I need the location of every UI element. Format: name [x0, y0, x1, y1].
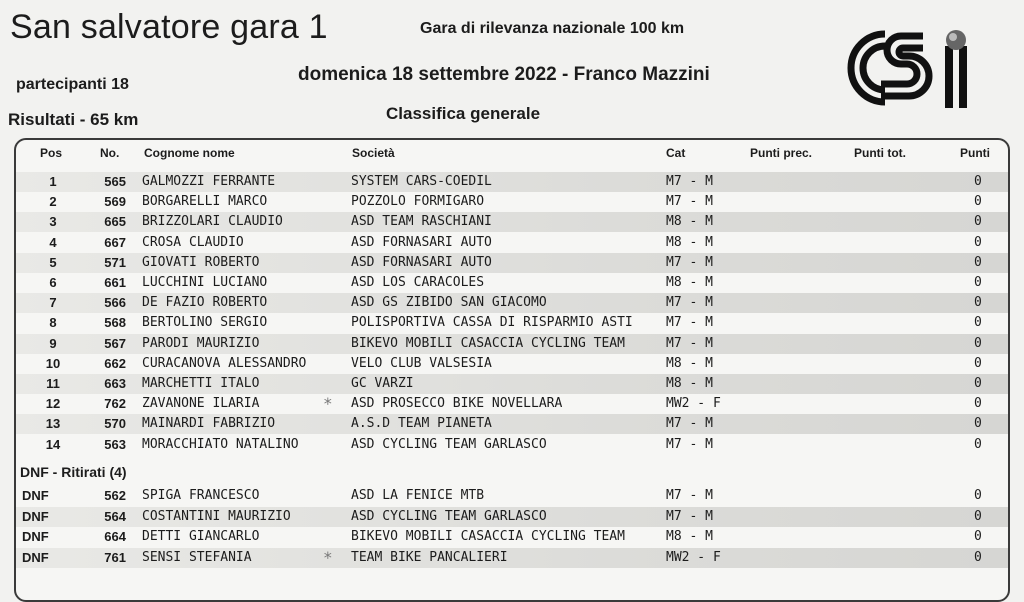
- dnf-title: DNF - Ritirati (4): [20, 464, 127, 480]
- row-points: 0: [974, 529, 982, 544]
- row-position: 10: [45, 355, 61, 371]
- row-team: ASD LOS CARACOLES: [351, 275, 485, 290]
- row-athlete-name: CURACANOVA ALESSANDRO: [142, 355, 307, 371]
- row-bib-number: 569: [104, 194, 126, 210]
- row-team: ASD FORNASARI AUTO: [351, 254, 492, 270]
- row-team: ASD FORNASARI AUTO: [351, 234, 492, 250]
- table-row: [16, 527, 1008, 547]
- col-punti-tot-header: Punti tot.: [854, 146, 906, 160]
- row-points: 0: [974, 508, 982, 524]
- row-category: M8 - M: [666, 376, 713, 391]
- row-bib-number: 661: [104, 275, 126, 290]
- row-bib-number: 571: [104, 254, 126, 270]
- row-athlete-name: MORACCHIATO NATALINO: [142, 436, 299, 452]
- col-cat-header: Cat: [666, 146, 686, 160]
- race-subtitle: Gara di rilevanza nazionale 100 km: [420, 20, 685, 37]
- row-bib-number: 761: [104, 549, 126, 565]
- col-societa-header: Società: [352, 146, 395, 160]
- row-points: 0: [974, 275, 982, 290]
- row-bib-number: 667: [104, 234, 126, 250]
- row-team: ASD TEAM RASCHIANI: [351, 214, 492, 230]
- row-team: ASD LA FENICE MTB: [351, 488, 485, 503]
- row-bib-number: 566: [104, 295, 126, 311]
- row-bib-number: 662: [104, 355, 126, 371]
- row-points: 0: [974, 234, 982, 250]
- row-bib-number: 562: [104, 488, 126, 503]
- row-category: MW2 - F: [666, 549, 721, 565]
- event-date: domenica 18 settembre 2022 - Franco Mazzini: [298, 64, 710, 85]
- row-points: 0: [974, 549, 982, 565]
- row-position: 8: [49, 315, 57, 331]
- row-athlete-name: BORGARELLI MARCO: [142, 194, 268, 210]
- col-punti-header: Punti: [960, 146, 990, 160]
- results-distance: Risultati - 65 km: [8, 110, 139, 129]
- table-row: [16, 394, 1008, 414]
- row-points: 0: [974, 355, 982, 371]
- row-position: 3: [49, 214, 57, 230]
- row-bib-number: 665: [104, 214, 126, 230]
- row-points: 0: [974, 488, 982, 503]
- row-team: ASD CYCLING TEAM GARLASCO: [351, 508, 547, 524]
- row-category: M8 - M: [666, 275, 713, 290]
- row-position: DNF: [22, 508, 49, 524]
- row-points: 0: [974, 376, 982, 391]
- row-athlete-name: MAINARDI FABRIZIO: [142, 416, 276, 432]
- row-athlete-name: LUCCHINI LUCIANO: [142, 275, 268, 290]
- row-athlete-name: GALMOZZI FERRANTE: [142, 174, 276, 189]
- row-athlete-name: BRIZZOLARI CLAUDIO: [142, 214, 283, 230]
- row-points: 0: [974, 174, 982, 189]
- row-team: A.S.D TEAM PIANETA: [351, 416, 492, 432]
- csi-logo-icon: [845, 26, 975, 112]
- row-position: 5: [49, 254, 57, 270]
- row-team: BIKEVO MOBILI CASACCIA CYCLING TEAM: [351, 335, 625, 351]
- row-points: 0: [974, 295, 982, 311]
- row-category: M8 - M: [666, 214, 713, 230]
- row-bib-number: 568: [104, 315, 126, 331]
- row-athlete-name: PARODI MAURIZIO: [142, 335, 260, 351]
- row-category: MW2 - F: [666, 396, 721, 412]
- row-female-marker: *: [323, 394, 333, 414]
- col-punti-prec-header: Punti prec.: [750, 146, 813, 160]
- table-row: [16, 486, 1008, 506]
- row-athlete-name: DETTI GIANCARLO: [142, 529, 260, 544]
- row-athlete-name: ZAVANONE ILARIA: [142, 396, 260, 412]
- row-position: 2: [49, 194, 57, 210]
- row-points: 0: [974, 254, 982, 270]
- row-points: 0: [974, 315, 982, 331]
- ranking-title: Classifica generale: [386, 104, 541, 123]
- row-category: M7 - M: [666, 488, 713, 503]
- table-row: [16, 334, 1008, 354]
- row-points: 0: [974, 436, 982, 452]
- table-row: [16, 414, 1008, 434]
- row-female-marker: *: [323, 547, 333, 567]
- row-team: POLISPORTIVA CASSA DI RISPARMIO ASTI: [351, 315, 633, 331]
- row-position: 11: [46, 376, 60, 391]
- row-position: 6: [49, 275, 57, 290]
- col-pos-header: Pos: [40, 146, 63, 160]
- row-bib-number: 567: [104, 335, 126, 351]
- row-category: M7 - M: [666, 335, 713, 351]
- row-team: VELO CLUB VALSESIA: [351, 355, 492, 371]
- row-team: POZZOLO FORMIGARO: [351, 194, 485, 210]
- table-row: [16, 293, 1008, 313]
- table-row: [16, 374, 1008, 394]
- results-table: [14, 138, 1010, 602]
- row-team: TEAM BIKE PANCALIERI: [351, 549, 508, 565]
- row-athlete-name: DE FAZIO ROBERTO: [142, 295, 268, 311]
- row-points: 0: [974, 396, 982, 412]
- row-team: SYSTEM CARS-COEDIL: [351, 174, 492, 189]
- col-no-header: No.: [100, 146, 120, 160]
- table-row: [16, 273, 1008, 293]
- row-points: 0: [974, 214, 982, 230]
- row-team: ASD CYCLING TEAM GARLASCO: [351, 436, 547, 452]
- col-name-header: Cognome nome: [144, 146, 235, 160]
- row-athlete-name: BERTOLINO SERGIO: [142, 315, 268, 331]
- participants-count: partecipanti 18: [16, 76, 129, 93]
- row-athlete-name: COSTANTINI MAURIZIO: [142, 508, 291, 524]
- row-bib-number: 570: [104, 416, 126, 432]
- row-athlete-name: SPIGA FRANCESCO: [142, 488, 260, 503]
- row-category: M7 - M: [666, 194, 713, 210]
- row-category: M7 - M: [666, 254, 713, 270]
- row-position: 7: [49, 295, 57, 311]
- table-row: [16, 313, 1008, 333]
- table-row: [16, 233, 1008, 253]
- row-team: ASD PROSECCO BIKE NOVELLARA: [351, 396, 563, 412]
- table-row: [16, 192, 1008, 212]
- row-points: 0: [974, 194, 982, 210]
- row-bib-number: 563: [104, 436, 126, 452]
- table-row: [16, 354, 1008, 374]
- row-bib-number: 565: [104, 174, 126, 189]
- row-points: 0: [974, 416, 982, 432]
- row-position: 13: [45, 416, 61, 432]
- row-category: M7 - M: [666, 295, 713, 311]
- row-athlete-name: SENSI STEFANIA: [142, 549, 252, 565]
- row-points: 0: [974, 335, 982, 351]
- table-row: [16, 253, 1008, 273]
- row-category: M7 - M: [666, 508, 713, 524]
- row-bib-number: 663: [104, 376, 126, 391]
- row-position: 12: [45, 396, 61, 412]
- row-athlete-name: MARCHETTI ITALO: [142, 376, 260, 391]
- row-position: 4: [49, 234, 57, 250]
- row-team: ASD GS ZIBIDO SAN GIACOMO: [351, 295, 547, 311]
- row-team: BIKEVO MOBILI CASACCIA CYCLING TEAM: [351, 529, 625, 544]
- row-position: DNF: [22, 549, 49, 565]
- table-row: [16, 548, 1008, 568]
- row-category: M7 - M: [666, 315, 713, 331]
- row-athlete-name: CROSA CLAUDIO: [142, 234, 244, 250]
- row-category: M7 - M: [666, 416, 713, 432]
- row-bib-number: 664: [104, 529, 126, 544]
- row-category: M8 - M: [666, 529, 713, 544]
- row-category: M7 - M: [666, 436, 713, 452]
- table-row: [16, 172, 1008, 192]
- row-position: 1: [49, 174, 57, 189]
- row-team: GC VARZI: [351, 376, 414, 391]
- table-row: [16, 435, 1008, 455]
- row-category: M8 - M: [666, 234, 713, 250]
- row-bib-number: 564: [104, 508, 126, 524]
- row-position: 14: [45, 436, 61, 452]
- table-row: [16, 507, 1008, 527]
- row-position: DNF: [22, 529, 49, 544]
- row-athlete-name: GIOVATI ROBERTO: [142, 254, 260, 270]
- row-bib-number: 762: [104, 396, 126, 412]
- row-position: 9: [49, 335, 57, 351]
- row-position: DNF: [22, 488, 49, 503]
- table-row: [16, 212, 1008, 232]
- row-category: M8 - M: [666, 355, 713, 371]
- row-category: M7 - M: [666, 174, 713, 189]
- page-title: San salvatore gara 1: [10, 8, 328, 46]
